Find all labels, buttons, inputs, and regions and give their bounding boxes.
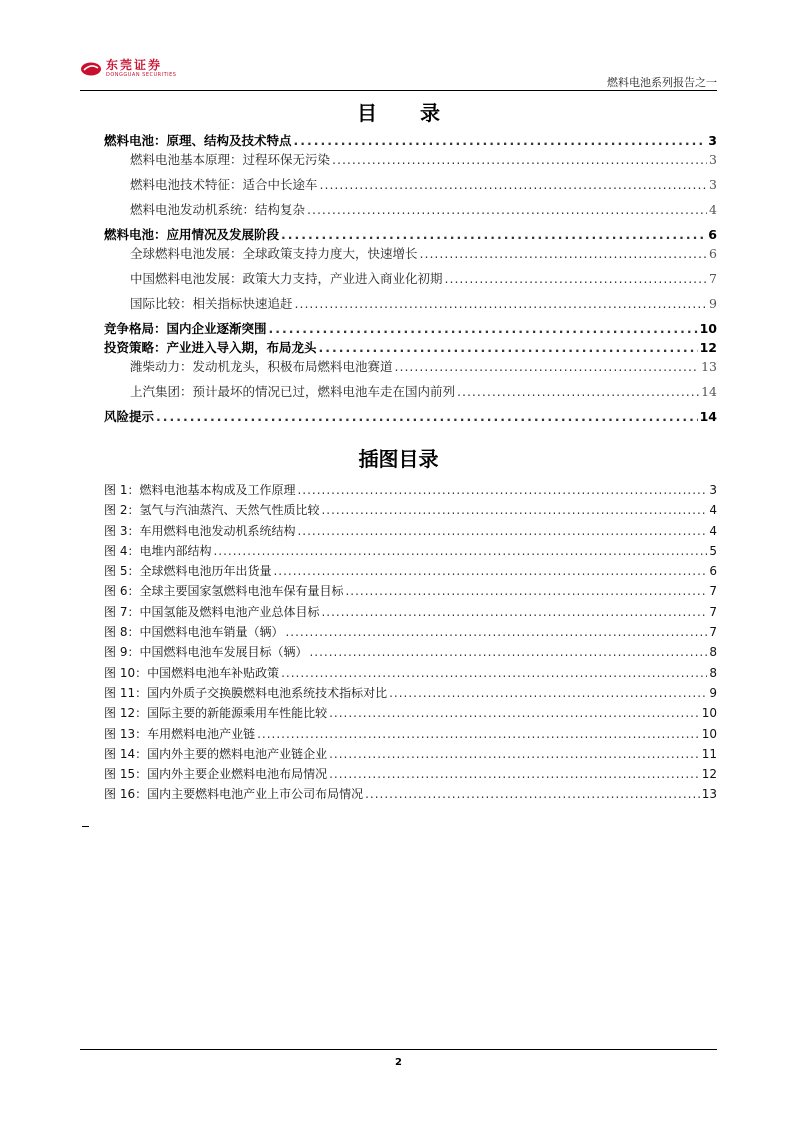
- toc-section-entry[interactable]: [104, 294, 717, 319]
- logo-name-cn: 东莞证券: [106, 58, 163, 72]
- figure-entry-title: 图 11：国内外质子交换膜燃料电池系统技术指标对比: [104, 685, 388, 700]
- figure-entry-title: 图 2：氢气与汽油蒸汽、天然气性质比较: [104, 503, 320, 518]
- figure-entry-title: 图 4：电堆内部结构: [104, 543, 212, 558]
- figure-list-entry[interactable]: [104, 623, 717, 643]
- figure-list-entry[interactable]: [104, 562, 717, 582]
- dot-leader: [320, 177, 708, 192]
- figure-entry-page: 7: [709, 584, 717, 599]
- dot-leader: [297, 483, 707, 497]
- toc-entry-page: 9: [709, 296, 717, 311]
- dot-leader: [213, 544, 707, 558]
- footer-divider: [80, 1049, 717, 1050]
- dot-leader: [457, 384, 699, 399]
- figure-list-entry[interactable]: [104, 481, 717, 501]
- figure-list-entry[interactable]: [104, 704, 717, 724]
- dot-leader: [297, 524, 707, 538]
- toc-entry-page: 7: [709, 271, 717, 286]
- figure-list-entry[interactable]: [104, 603, 717, 623]
- figure-entry-title: 图 10：中国燃料电池车补贴政策: [104, 665, 280, 680]
- toc-entry-page: 3: [709, 177, 717, 192]
- dot-leader: [389, 686, 707, 700]
- figure-entry-page: 3: [709, 483, 717, 497]
- toc-entry-page: 3: [709, 152, 717, 167]
- figure-list-entry[interactable]: [104, 765, 717, 785]
- figure-list-entry[interactable]: [104, 684, 717, 704]
- figure-entry-title: 图 9：中国燃料电池车发展目标（辆）: [104, 645, 308, 660]
- dot-leader: [294, 133, 707, 148]
- dot-leader: [329, 706, 700, 720]
- figure-entry-title: 图 1：燃料电池基本构成及工作原理: [104, 483, 296, 497]
- figure-entry-title: 图 15：国内外主要企业燃料电池布局情况: [104, 767, 328, 782]
- toc-entry-page: 6: [708, 227, 717, 242]
- figure-list-entry[interactable]: [104, 725, 717, 745]
- figure-entry-page: 12: [701, 767, 717, 782]
- figure-entry-title: 图 5：全球燃料电池历年出货量: [104, 564, 272, 579]
- toc-entry-title: 燃料电池：应用情况及发展阶段: [104, 227, 280, 242]
- dot-leader: [345, 584, 707, 598]
- logo-mark-icon: [80, 61, 102, 77]
- toc-entry-page: 4: [709, 202, 717, 217]
- figure-entry-title: 图 14：国内外主要的燃料电池产业链企业: [104, 746, 328, 761]
- toc-section-entry[interactable]: [104, 244, 717, 269]
- figure-entry-page: 10: [701, 726, 717, 741]
- dot-leader: [156, 409, 698, 424]
- dot-leader: [321, 503, 707, 517]
- toc-entry-page: 6: [709, 246, 717, 261]
- figure-entry-page: 6: [709, 564, 717, 579]
- report-series-label: 燃料电池系列报告之一: [607, 76, 717, 89]
- toc-chapter-entry[interactable]: [104, 319, 717, 338]
- figure-list: [104, 481, 717, 806]
- dot-leader: [257, 727, 700, 741]
- figure-entry-title: 图 7：中国氢能及燃料电池产业总体目标: [104, 604, 320, 619]
- toc-section-entry[interactable]: [104, 175, 717, 200]
- dot-leader: [281, 227, 706, 242]
- dot-leader: [329, 747, 700, 761]
- figure-entry-page: 7: [709, 625, 717, 640]
- toc-section-entry[interactable]: [104, 382, 717, 407]
- toc-entry-page: 3: [708, 133, 717, 148]
- dot-leader: [309, 645, 707, 659]
- figure-entry-title: 图 12：国际主要的新能源乘用车性能比较: [104, 706, 328, 721]
- figure-list-entry[interactable]: [104, 522, 717, 542]
- toc-entry-title: 潍柴动力：发动机龙头，积极布局燃料电池赛道: [130, 359, 393, 374]
- dot-leader: [445, 271, 708, 286]
- dot-leader: [295, 296, 708, 311]
- company-logo: [80, 56, 176, 82]
- toc-entry-title: 燃料电池发动机系统：结构复杂: [130, 202, 306, 217]
- toc-section-entry[interactable]: [104, 200, 717, 225]
- dot-leader: [395, 359, 700, 374]
- figure-entry-page: 8: [709, 645, 717, 660]
- toc-chapter-entry[interactable]: [104, 338, 717, 357]
- toc-entry-title: 竞争格局：国内企业逐渐突围: [104, 321, 267, 336]
- dot-leader: [332, 152, 707, 167]
- figure-list-entry[interactable]: [104, 664, 717, 684]
- toc-entry-title: 燃料电池技术特征：适合中长途车: [130, 177, 318, 192]
- toc-section-entry[interactable]: [104, 150, 717, 175]
- figure-list-title: 插图目录: [358, 447, 439, 471]
- page-number: 2: [395, 1057, 402, 1068]
- dot-leader: [269, 321, 698, 336]
- toc-entry-title: 风险提示: [104, 409, 155, 424]
- figure-entry-page: 4: [709, 503, 717, 518]
- figure-entry-page: 4: [709, 523, 717, 538]
- toc-chapter-entry[interactable]: [104, 131, 717, 150]
- toc-entry-page: 14: [699, 409, 717, 424]
- logo-name-en: DONGGUAN SECURITIES: [106, 72, 177, 78]
- dot-leader: [273, 564, 707, 578]
- dot-leader: [285, 625, 707, 639]
- toc-entry-title: 投资策略：产业进入导入期，布局龙头: [104, 340, 317, 355]
- toc-entry-page: 13: [701, 359, 717, 374]
- figure-entry-page: 5: [709, 543, 717, 558]
- figure-list-entry[interactable]: [104, 542, 717, 562]
- toc-entry-title: 燃料电池：原理、结构及技术特点: [104, 133, 292, 148]
- dot-leader: [420, 246, 708, 261]
- figure-list-entry[interactable]: [104, 501, 717, 521]
- figure-entry-title: 图 16：国内主要燃料电池产业上市公司布局情况: [104, 787, 364, 802]
- figure-entry-page: 7: [709, 604, 717, 619]
- page-header: [80, 52, 717, 92]
- toc-entry-title: 国际比较：相关指标快速追赶: [130, 296, 293, 311]
- toc-entry-title: 上汽集团：预计最坏的情况已过，燃料电池车走在国内前列: [130, 384, 456, 399]
- toc-entry-title: 全球燃料电池发展：全球政策支持力度大，快速增长: [130, 246, 418, 261]
- dot-leader: [365, 787, 700, 801]
- figure-entry-page: 9: [709, 685, 717, 700]
- stray-mark: [82, 826, 89, 827]
- figure-list-entry[interactable]: [104, 745, 717, 765]
- dot-leader: [319, 340, 698, 355]
- figure-entry-title: 图 3：车用燃料电池发动机系统结构: [104, 523, 296, 538]
- figure-entry-title: 图 13：车用燃料电池产业链: [104, 726, 256, 741]
- table-of-contents: [104, 131, 717, 426]
- figure-entry-page: 11: [701, 746, 717, 761]
- figure-list-entry[interactable]: [104, 582, 717, 602]
- toc-entry-title: 中国燃料电池发展：政策大力支持，产业进入商业化初期: [130, 271, 443, 286]
- toc-chapter-entry[interactable]: [104, 225, 717, 244]
- toc-section-entry[interactable]: [104, 269, 717, 294]
- toc-chapter-entry[interactable]: [104, 407, 717, 426]
- header-divider: [80, 90, 717, 91]
- toc-entry-page: 10: [699, 321, 717, 336]
- dot-leader: [321, 605, 707, 619]
- figure-list-entry[interactable]: [104, 643, 717, 663]
- figure-entry-page: 8: [709, 665, 717, 680]
- toc-entry-page: 12: [699, 340, 717, 355]
- dot-leader: [281, 666, 707, 680]
- dot-leader: [329, 767, 700, 781]
- dot-leader: [307, 202, 707, 217]
- toc-section-entry[interactable]: [104, 357, 717, 382]
- toc-entry-title: 燃料电池基本原理：过程环保无污染: [130, 152, 331, 167]
- figure-entry-page: 13: [701, 787, 717, 802]
- figure-list-entry[interactable]: [104, 785, 717, 805]
- figure-entry-title: 图 8：中国燃料电池车销量（辆）: [104, 625, 284, 640]
- figure-entry-title: 图 6：全球主要国家氢燃料电池车保有量目标: [104, 584, 344, 599]
- toc-title: 目 录: [357, 101, 458, 125]
- figure-entry-page: 10: [701, 706, 717, 721]
- toc-entry-page: 14: [701, 384, 717, 399]
